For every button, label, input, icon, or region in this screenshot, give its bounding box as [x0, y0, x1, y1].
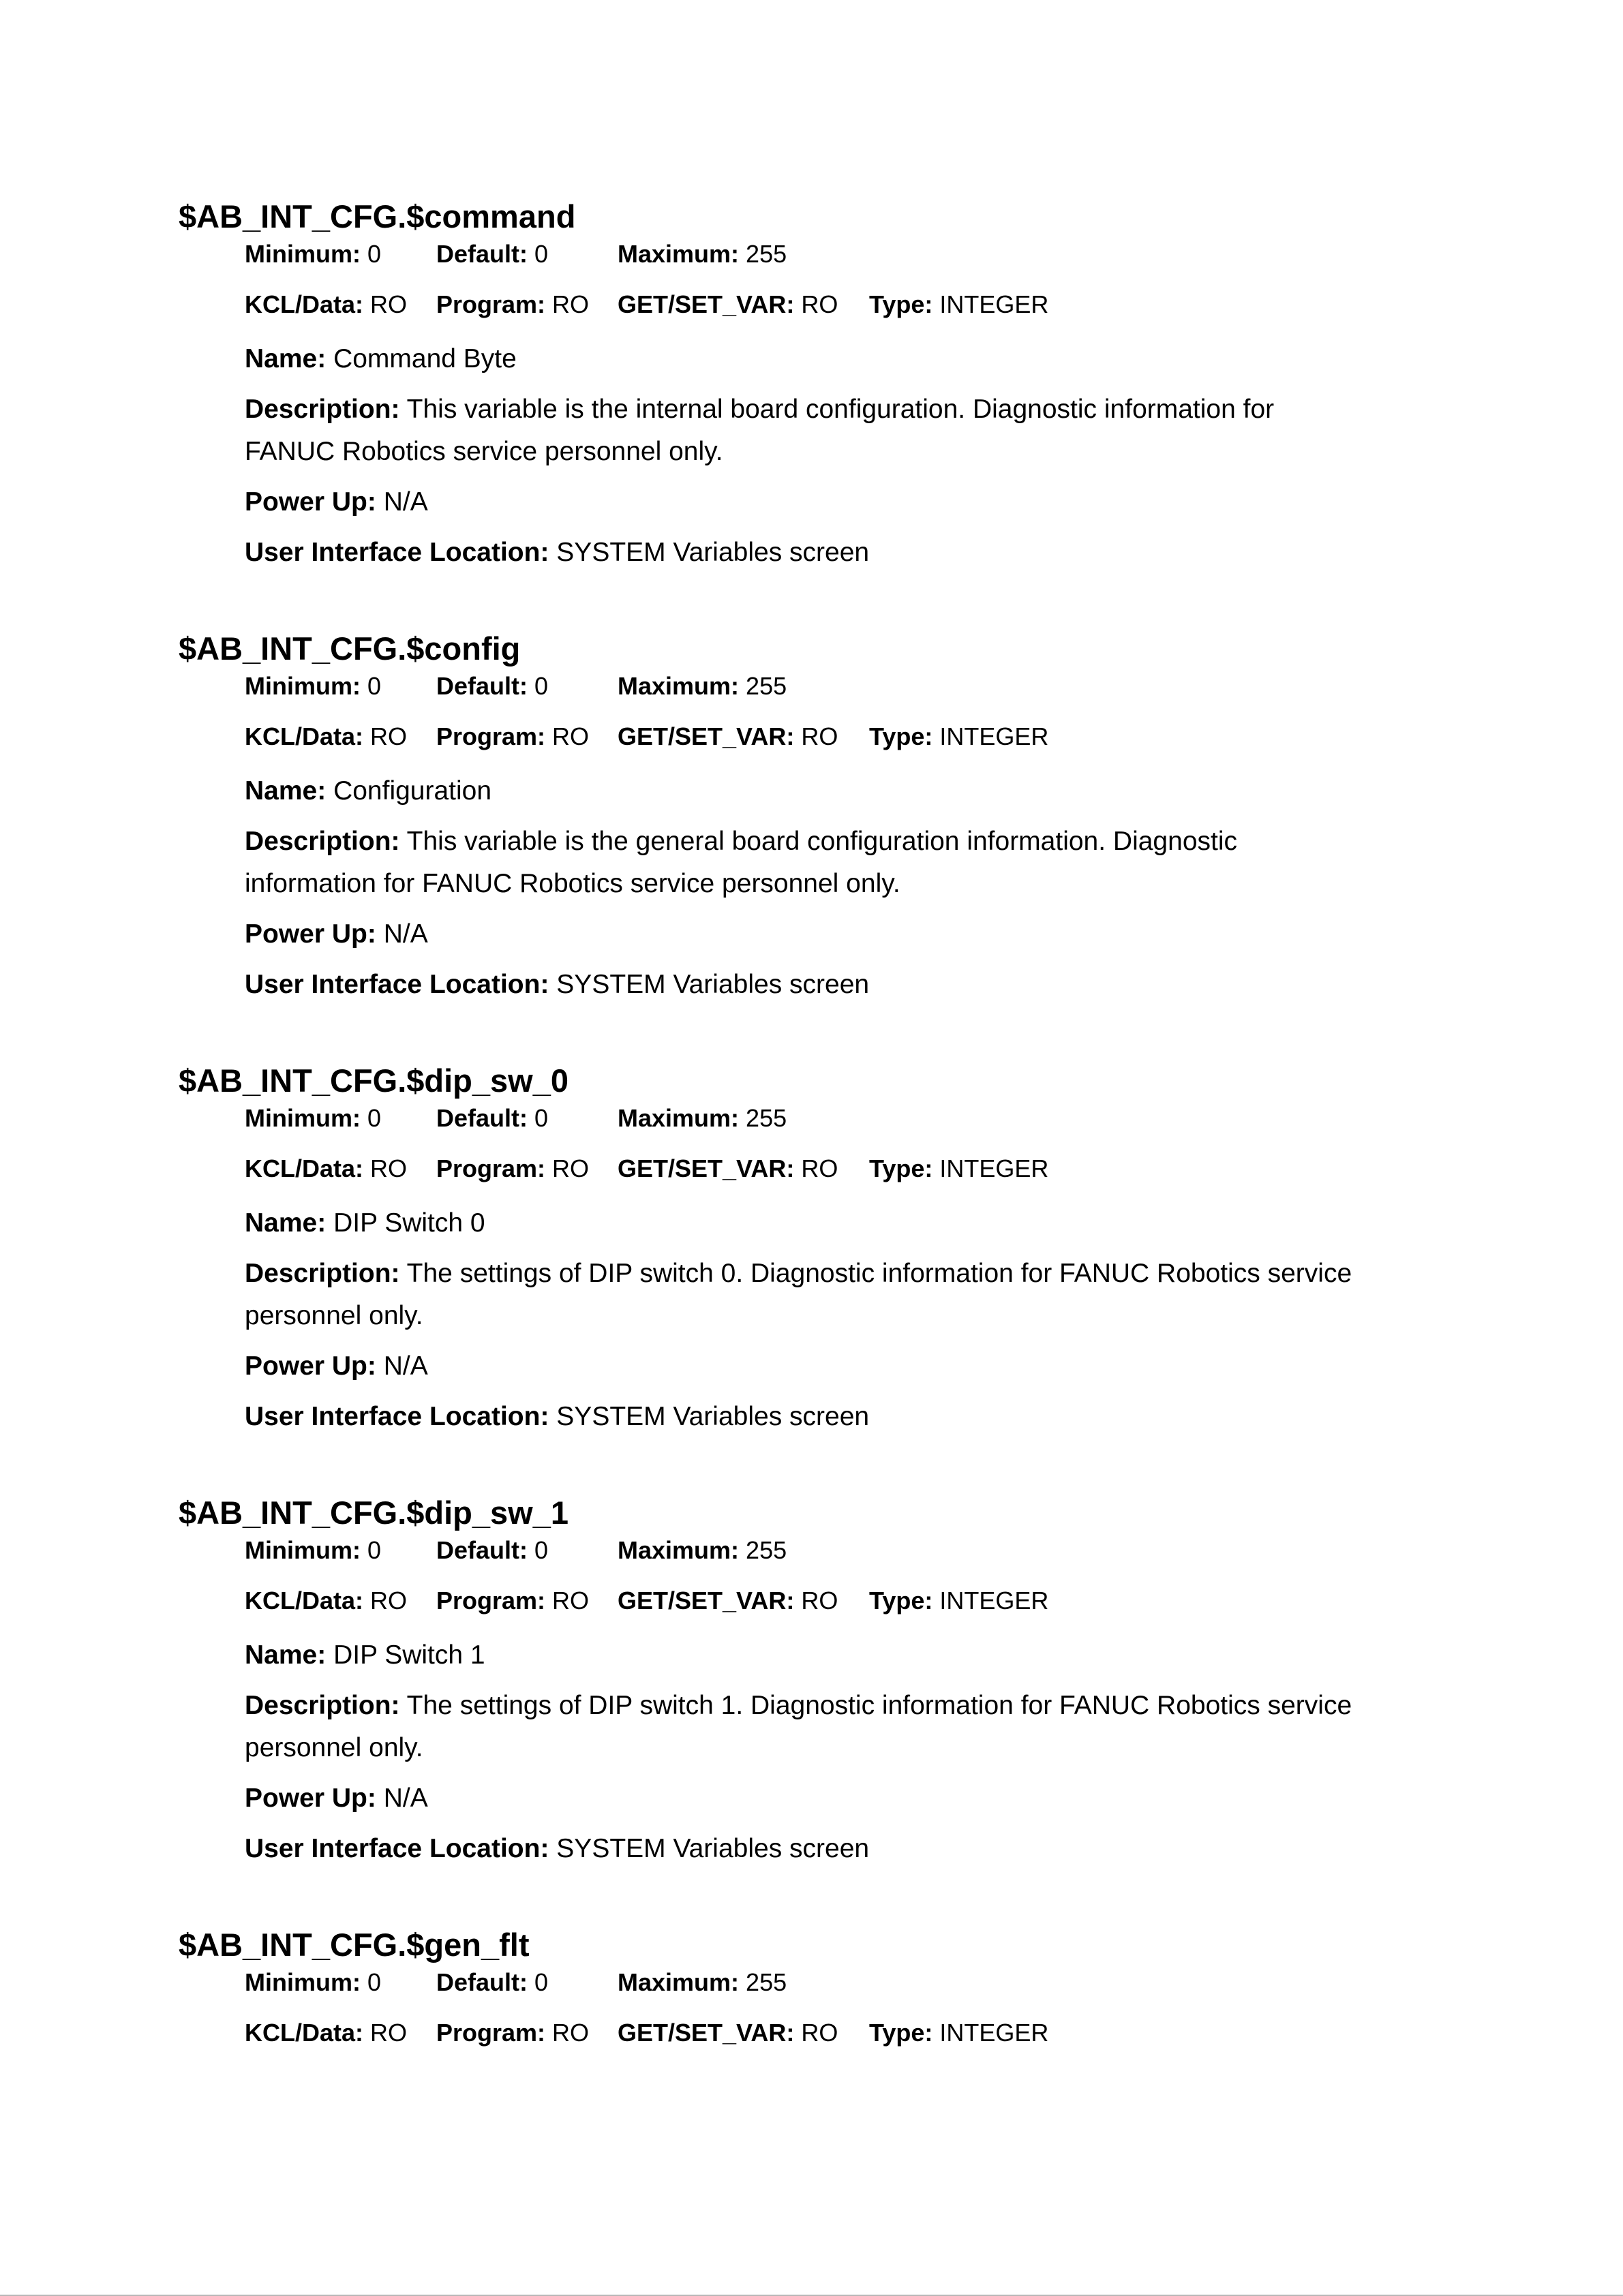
- default-value: 0: [534, 1536, 549, 1564]
- type-field: [869, 288, 1048, 322]
- description-text-line-2: personnel only.: [245, 1301, 423, 1330]
- ui-location-paragraph: [245, 1828, 1419, 1870]
- power-up-value: N/A: [383, 487, 428, 517]
- kcl-data-label: KCL/Data:: [245, 2019, 364, 2047]
- ui-location-paragraph: [245, 964, 1419, 1006]
- minimum-value: 0: [367, 240, 382, 268]
- get-set-var-label: GET/SET_VAR:: [618, 722, 795, 750]
- minimum-value: 0: [367, 1968, 382, 1996]
- get-set-var-value: RO: [801, 1154, 838, 1182]
- kcl-data-value: RO: [370, 290, 408, 318]
- variable-entry-dip-sw-1: [179, 1493, 1419, 1870]
- program-label: Program:: [436, 1154, 546, 1182]
- kcl-data-field: [245, 288, 407, 322]
- minimum-field: [245, 1101, 381, 1135]
- range-row: [245, 1533, 1419, 1567]
- description-text-line-1: This variable is the general board configuration information. Diagnostic: [406, 827, 1238, 856]
- kcl-data-value: RO: [370, 1154, 408, 1182]
- description-label: Description:: [245, 395, 400, 424]
- maximum-field: [618, 1101, 787, 1135]
- default-label: Default:: [436, 240, 528, 268]
- program-field: [436, 1584, 589, 1618]
- description-text-line-2: FANUC Robotics service personnel only.: [245, 437, 723, 466]
- program-label: Program:: [436, 1587, 546, 1614]
- default-value: 0: [534, 240, 549, 268]
- default-label: Default:: [436, 1968, 528, 1996]
- description-text-line-2: information for FANUC Robotics service personnel only.: [245, 869, 900, 898]
- access-row: [245, 1152, 1419, 1186]
- description-label: Description:: [245, 1259, 400, 1288]
- description-text-line-1: This variable is the internal board configuration. Diagnostic information for: [406, 395, 1275, 424]
- ui-location-label: User Interface Location:: [245, 1402, 549, 1431]
- variable-title: $AB_INT_CFG.$dip_sw_0: [179, 1062, 569, 1099]
- name-label: Name:: [245, 776, 327, 806]
- power-up-value: N/A: [383, 1784, 428, 1813]
- name-paragraph: [245, 338, 1419, 380]
- minimum-label: Minimum:: [245, 240, 361, 268]
- maximum-label: Maximum:: [618, 672, 740, 700]
- minimum-field: [245, 237, 381, 271]
- variable-details: [245, 237, 1419, 574]
- ui-location-value: SYSTEM Variables screen: [556, 970, 870, 999]
- power-up-paragraph: [245, 1777, 1419, 1820]
- power-up-paragraph: [245, 481, 1419, 523]
- ui-location-label: User Interface Location:: [245, 538, 549, 567]
- minimum-label: Minimum:: [245, 672, 361, 700]
- maximum-value: 255: [746, 1104, 787, 1132]
- maximum-label: Maximum:: [618, 1104, 740, 1132]
- minimum-field: [245, 669, 381, 703]
- program-value: RO: [552, 290, 590, 318]
- description-paragraph: [245, 388, 1376, 473]
- maximum-label: Maximum:: [618, 240, 740, 268]
- power-up-value: N/A: [383, 1351, 428, 1381]
- variable-details: [245, 1101, 1419, 1438]
- ui-location-paragraph: [245, 532, 1419, 574]
- power-up-label: Power Up:: [245, 1351, 376, 1381]
- maximum-field: [618, 1533, 787, 1567]
- minimum-label: Minimum:: [245, 1968, 361, 1996]
- get-set-var-value: RO: [801, 2019, 838, 2047]
- name-value: Command Byte: [333, 344, 517, 373]
- default-field: [436, 1965, 548, 2000]
- get-set-var-value: RO: [801, 1587, 838, 1614]
- kcl-data-field: [245, 720, 407, 754]
- name-value: DIP Switch 0: [333, 1208, 485, 1238]
- get-set-var-label: GET/SET_VAR:: [618, 1587, 795, 1614]
- name-label: Name:: [245, 1640, 327, 1670]
- default-value: 0: [534, 672, 549, 700]
- variable-title: $AB_INT_CFG.$command: [179, 198, 576, 234]
- type-field: [869, 1584, 1048, 1618]
- program-label: Program:: [436, 2019, 546, 2047]
- range-row: [245, 1965, 1419, 2000]
- minimum-label: Minimum:: [245, 1536, 361, 1564]
- program-label: Program:: [436, 290, 546, 318]
- minimum-value: 0: [367, 672, 382, 700]
- type-label: Type:: [869, 1587, 933, 1614]
- kcl-data-field: [245, 1152, 407, 1186]
- kcl-data-value: RO: [370, 1587, 408, 1614]
- default-field: [436, 669, 548, 703]
- default-label: Default:: [436, 1536, 528, 1564]
- type-label: Type:: [869, 722, 933, 750]
- maximum-value: 255: [746, 1536, 787, 1564]
- get-set-var-field: [618, 1584, 838, 1618]
- type-value: INTEGER: [939, 290, 1049, 318]
- variable-entry-gen-flt: [179, 1925, 1419, 2050]
- default-field: [436, 1101, 548, 1135]
- program-value: RO: [552, 1154, 590, 1182]
- variable-details: [245, 669, 1419, 1006]
- description-paragraph: [245, 1253, 1376, 1337]
- variable-entry-config: [179, 628, 1419, 1006]
- name-paragraph: [245, 1202, 1419, 1244]
- description-text-line-1: The settings of DIP switch 0. Diagnostic information for FANUC Robotics service: [406, 1259, 1352, 1288]
- description-label: Description:: [245, 1691, 400, 1720]
- range-row: [245, 1101, 1419, 1135]
- ui-location-label: User Interface Location:: [245, 1834, 549, 1863]
- ui-location-label: User Interface Location:: [245, 970, 549, 999]
- ui-location-value: SYSTEM Variables screen: [556, 1834, 870, 1863]
- program-label: Program:: [436, 722, 546, 750]
- type-value: INTEGER: [939, 722, 1049, 750]
- power-up-paragraph: [245, 913, 1419, 955]
- program-value: RO: [552, 2019, 590, 2047]
- type-label: Type:: [869, 1154, 933, 1182]
- access-row: [245, 1584, 1419, 1618]
- get-set-var-field: [618, 288, 838, 322]
- power-up-label: Power Up:: [245, 919, 376, 949]
- name-value: Configuration: [333, 776, 492, 806]
- description-paragraph: [245, 821, 1376, 905]
- variable-title: $AB_INT_CFG.$gen_flt: [179, 1927, 530, 1963]
- range-row: [245, 237, 1419, 271]
- kcl-data-label: KCL/Data:: [245, 290, 364, 318]
- maximum-field: [618, 669, 787, 703]
- name-paragraph: [245, 770, 1419, 812]
- variable-entry-dip-sw-0: [179, 1060, 1419, 1438]
- kcl-data-label: KCL/Data:: [245, 1587, 364, 1614]
- type-field: [869, 2016, 1048, 2050]
- program-value: RO: [552, 722, 590, 750]
- variable-entry-command: [179, 196, 1419, 574]
- name-paragraph: [245, 1634, 1419, 1677]
- default-label: Default:: [436, 1104, 528, 1132]
- ui-location-value: SYSTEM Variables screen: [556, 1402, 870, 1431]
- maximum-field: [618, 237, 787, 271]
- ui-location-value: SYSTEM Variables screen: [556, 538, 870, 567]
- maximum-value: 255: [746, 1968, 787, 1996]
- kcl-data-field: [245, 2016, 407, 2050]
- default-label: Default:: [436, 672, 528, 700]
- type-label: Type:: [869, 290, 933, 318]
- range-row: [245, 669, 1419, 703]
- description-paragraph: [245, 1685, 1376, 1769]
- power-up-label: Power Up:: [245, 1784, 376, 1813]
- access-row: [245, 2016, 1419, 2050]
- program-value: RO: [552, 1587, 590, 1614]
- name-label: Name:: [245, 1208, 327, 1238]
- power-up-label: Power Up:: [245, 487, 376, 517]
- description-text-line-2: personnel only.: [245, 1733, 423, 1762]
- minimum-field: [245, 1533, 381, 1567]
- default-field: [436, 237, 548, 271]
- name-label: Name:: [245, 344, 327, 373]
- get-set-var-field: [618, 1152, 838, 1186]
- default-field: [436, 1533, 548, 1567]
- kcl-data-value: RO: [370, 2019, 408, 2047]
- get-set-var-field: [618, 720, 838, 754]
- maximum-field: [618, 1965, 787, 2000]
- maximum-value: 255: [746, 240, 787, 268]
- get-set-var-label: GET/SET_VAR:: [618, 1154, 795, 1182]
- kcl-data-value: RO: [370, 722, 408, 750]
- maximum-label: Maximum:: [618, 1536, 740, 1564]
- program-field: [436, 720, 589, 754]
- minimum-field: [245, 1965, 381, 2000]
- description-label: Description:: [245, 827, 400, 856]
- kcl-data-field: [245, 1584, 407, 1618]
- variable-title: $AB_INT_CFG.$dip_sw_1: [179, 1495, 569, 1531]
- kcl-data-label: KCL/Data:: [245, 722, 364, 750]
- maximum-value: 255: [746, 672, 787, 700]
- variable-details: [245, 1533, 1419, 1870]
- get-set-var-field: [618, 2016, 838, 2050]
- kcl-data-label: KCL/Data:: [245, 1154, 364, 1182]
- power-up-value: N/A: [383, 919, 428, 949]
- get-set-var-label: GET/SET_VAR:: [618, 290, 795, 318]
- description-text-line-1: The settings of DIP switch 1. Diagnostic information for FANUC Robotics service: [406, 1691, 1352, 1720]
- access-row: [245, 720, 1419, 754]
- access-row: [245, 288, 1419, 322]
- type-value: INTEGER: [939, 1154, 1049, 1182]
- variable-title: $AB_INT_CFG.$config: [179, 630, 521, 667]
- default-value: 0: [534, 1968, 549, 1996]
- type-label: Type:: [869, 2019, 933, 2047]
- type-value: INTEGER: [939, 2019, 1049, 2047]
- variable-details: [245, 1965, 1419, 2050]
- get-set-var-value: RO: [801, 290, 838, 318]
- type-value: INTEGER: [939, 1587, 1049, 1614]
- program-field: [436, 288, 589, 322]
- default-value: 0: [534, 1104, 549, 1132]
- minimum-label: Minimum:: [245, 1104, 361, 1132]
- program-field: [436, 2016, 589, 2050]
- ui-location-paragraph: [245, 1396, 1419, 1438]
- program-field: [436, 1152, 589, 1186]
- power-up-paragraph: [245, 1345, 1419, 1388]
- minimum-value: 0: [367, 1536, 382, 1564]
- get-set-var-label: GET/SET_VAR:: [618, 2019, 795, 2047]
- type-field: [869, 1152, 1048, 1186]
- get-set-var-value: RO: [801, 722, 838, 750]
- type-field: [869, 720, 1048, 754]
- maximum-label: Maximum:: [618, 1968, 740, 1996]
- minimum-value: 0: [367, 1104, 382, 1132]
- name-value: DIP Switch 1: [333, 1640, 485, 1670]
